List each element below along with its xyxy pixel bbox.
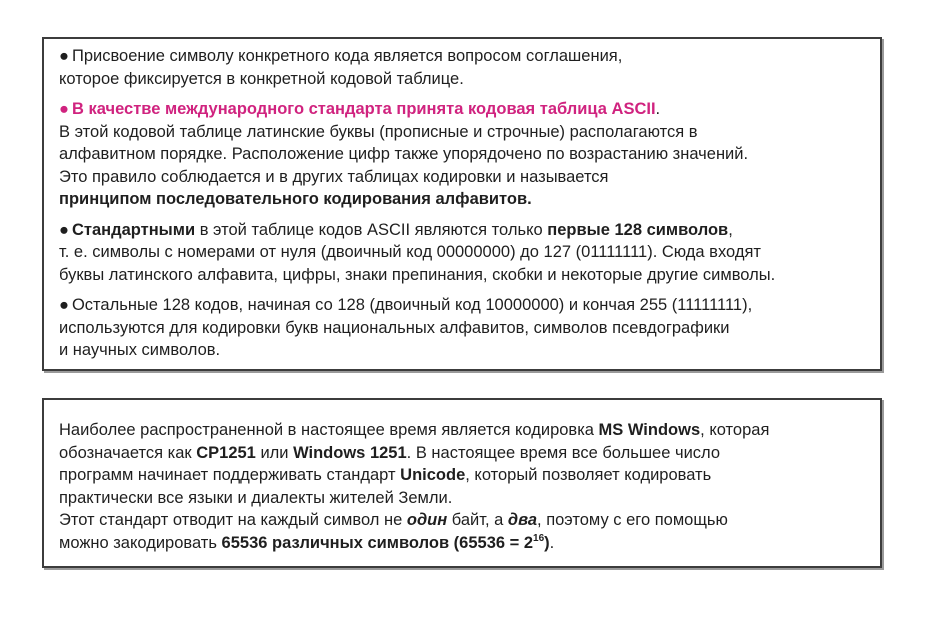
ascii-headline: В качестве международного стандарта принята кодовая таблица ASCII (71, 100, 656, 118)
paragraph-windows-unicode: Наиболее распространенной в настоящее время является кодировка MS Windows, которая обозначается как CP1251 или Windows 1251. В настоящее время все большее число программ начинает поддерживать стандарт Unicode, который позволяет кодировать практически все языки и диалекты жителей Земли. Этот стандарт отводит на каждый символ не один байт, а два, поэтому с его помощью можно закодировать 65536 различных символов $(65536 = 2^{16})$. (59, 421, 770, 552)
windows-unicode-box (42, 398, 882, 568)
bullet-icon: ● (59, 296, 69, 314)
bullet-icon: ● (59, 220, 69, 239)
bullet-icon: ● (59, 47, 69, 65)
ascii-info-box (42, 37, 882, 371)
paragraph-standard-128: ● Стандартными в этой таблице кодов ASCII являются только первые 128 символов, т. е. символы с номерами от нуля (двоичный код 00000000) до 127 (01111111). Сюда входят буквы латинского алфавита, цифры, знаки препинания, скобки и некоторые другие символы. (59, 220, 776, 284)
sequential-coding-principle: принципом последовательного кодирования алфавитов. (59, 190, 532, 208)
paragraph-remaining-128: ● Остальные 128 кодов, начиная со 128 (двоичный код 10000000) и кончая 255 (11111111), используются для кодировки букв национальных алфавитов, символов псевдографики и научных символов. (59, 296, 753, 359)
bullet-icon: ● (59, 100, 69, 118)
paragraph-ascii-standard: ● В качестве международного стандарта принята кодовая таблица ASCII. В этой кодовой таблице латинские буквы (прописные и строчные) располагаются в алфавитном порядке. Расположение цифр также упорядочено по возрастанию значений. Это правило соблюдается и в других таблицах кодировки и называется принципом последовательного кодирования алфавитов. (59, 100, 749, 208)
paragraph-code-assignment: ● Присвоение символу конкретного кода является вопросом соглашения, которое фиксируется в конкретной кодовой таблице. (59, 47, 623, 88)
